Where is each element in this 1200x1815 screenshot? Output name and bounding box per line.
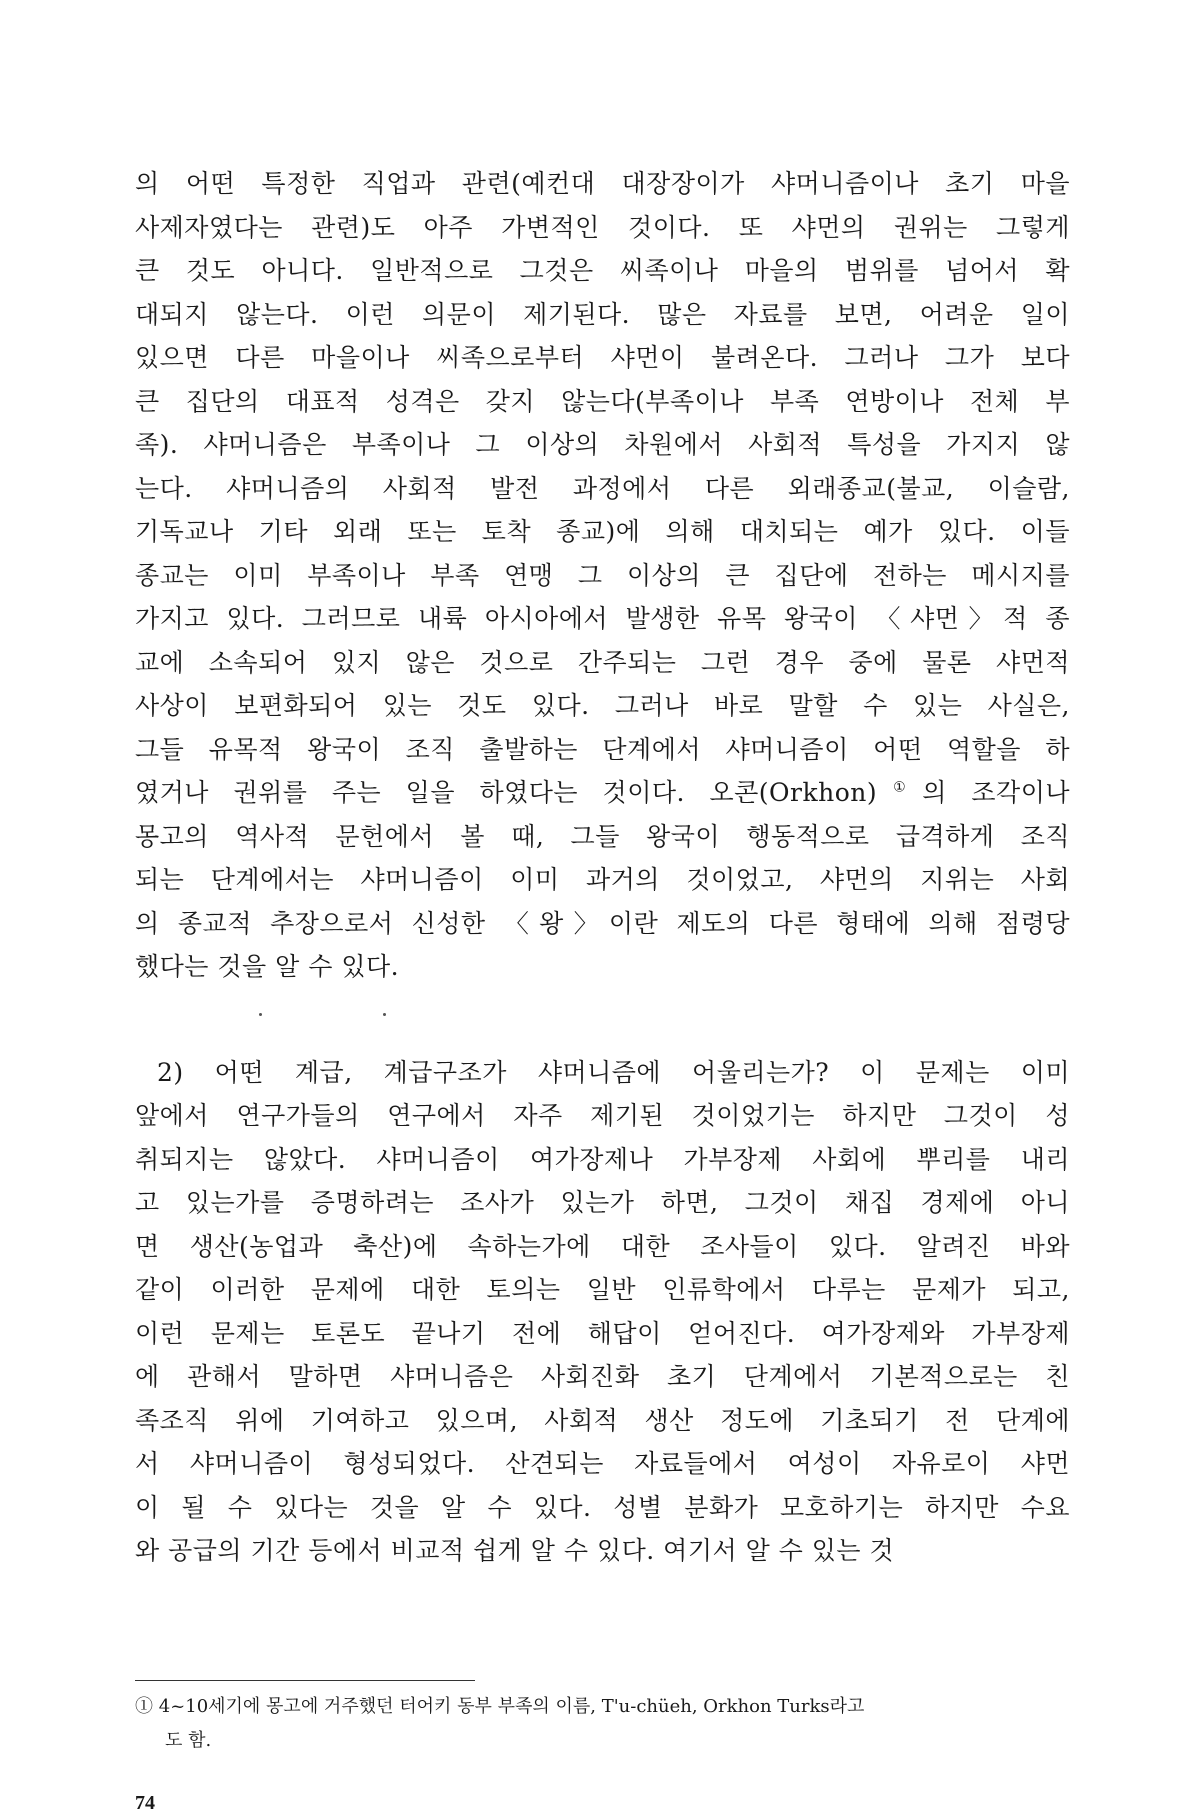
- text-line: 와 공급의 기간 등에서 비교적 쉽게 알 수 있다. 여기서 알 수 있는 것: [135, 1536, 895, 1565]
- text-line: 기독교나 기타 외래 또는 토착 종교)에 의해 대치되는 예가 있다. 이들: [135, 517, 1070, 546]
- footnote-marker: ①: [877, 779, 923, 796]
- paragraph-2: [135, 1051, 1070, 1573]
- text-line: 취되지는 않았다. 샤머니즘이 여가장제나 가부장제 사회에 뿌리를 내리: [135, 1144, 1070, 1174]
- text-line: 고 있는가를 증명하려는 조사가 있는가 하면, 그것이 채집 경제에 아니: [135, 1188, 1070, 1217]
- section-separator: [135, 989, 1070, 1051]
- text-line: 종교는 이미 부족이나 부족 연맹 그 이상의 큰 집단에 전하는 메시지를: [135, 560, 1070, 590]
- text-line: 몽고의 역사적 문헌에서 볼 때, 그들 왕국이 행동적으로 급격하게 조직: [135, 821, 1070, 851]
- text-line: 족). 샤머니즘은 부족이나 그 이상의 차원에서 사회적 특성을 가지지 않: [135, 430, 1070, 459]
- text-line: 족조직 위에 기여하고 있으며, 사회적 생산 정도에 기초되기 전 단계에: [135, 1405, 1070, 1435]
- text-line: 앞에서 연구가들의 연구에서 자주 제기된 것이었기는 하지만 그것이 성: [135, 1101, 1070, 1130]
- text-line: 가지고 있다. 그러므로 내륙 아시아에서 발생한 유목 왕국이 〈샤먼〉적 종: [135, 604, 1070, 633]
- text-line: 사제자였다는 관련)도 아주 가변적인 것이다. 또 샤먼의 권위는 그렇게: [135, 212, 1070, 242]
- book-page: [135, 162, 1070, 1814]
- text-line: 사상이 보편화되어 있는 것도 있다. 그러나 바로 말할 수 있는 사실은,: [135, 691, 1070, 720]
- text-line-main: 였거나 권위를 주는 일을 하였다는 것이다. 오콘(Orkhon): [135, 778, 878, 807]
- text-line: 의 종교적 추장으로서 신성한 〈왕〉이란 제도의 다른 형태에 의해 점령당: [135, 908, 1070, 938]
- text-line: 그들 유목적 왕국이 조직 출발하는 단계에서 샤머니즘이 어떤 역할을 하: [135, 734, 1070, 764]
- text-line: 에 관해서 말하면 샤머니즘은 사회진화 초기 단계에서 기본적으로는 친: [135, 1362, 1070, 1391]
- text-line: [135, 771, 1070, 815]
- text-line: 큰 것도 아니다. 일반적으로 그것은 씨족이나 마을의 범위를 넘어서 확: [135, 256, 1070, 285]
- footnote: [135, 1690, 1070, 1758]
- page-number: 74: [135, 1792, 155, 1814]
- text-line: 는다. 샤머니즘의 사회적 발전 과정에서 다른 외래종교(불교, 이슬람,: [135, 473, 1070, 503]
- footnote-rule: [135, 1680, 475, 1681]
- text-line: 면 생산(농업과 축산)에 속하는가에 대한 조사들이 있다. 알려진 바와: [135, 1231, 1070, 1261]
- text-line: 되는 단계에서는 샤머니즘이 이미 과거의 것이었고, 샤먼의 지위는 사회: [135, 865, 1070, 894]
- text-line-tail: 의 조각이나: [922, 778, 1070, 807]
- text-line: 대되지 않는다. 이런 의문이 제기된다. 많은 자료를 보면, 어려운 일이: [135, 299, 1070, 329]
- footnote-line: 도 함.: [165, 1730, 212, 1751]
- footnote-line: ① 4~10세기에 몽고에 거주했던 터어키 동부 부족의 이름, T'u-chüeh, Orkhon Turks라고: [135, 1696, 865, 1717]
- text-line: 서 샤머니즘이 형성되었다. 산견되는 자료들에서 여성이 자유로이 샤먼: [135, 1449, 1070, 1478]
- text-line: 이 될 수 있다는 것을 알 수 있다. 성별 분화가 모호하기는 하지만 수요: [135, 1492, 1070, 1522]
- text-line: 있으면 다른 마을이나 씨족으로부터 샤먼이 불려온다. 그러나 그가 보다: [135, 343, 1070, 372]
- text-line: 했다는 것을 알 수 있다.: [135, 952, 400, 981]
- text-line: 의 어떤 특정한 직업과 관련(예컨대 대장장이가 샤머니즘이나 초기 마을: [135, 169, 1070, 198]
- text-line: 2) 어떤 계급, 계급구조가 샤머니즘에 어울리는가? 이 문제는 이미: [157, 1057, 1070, 1087]
- text-line: 큰 집단의 대표적 성격은 갖지 않는다(부족이나 부족 연방이나 전체 부: [135, 386, 1070, 416]
- text-line: 이런 문제는 토론도 끝나기 전에 해답이 얻어진다. 여가장제와 가부장제: [135, 1318, 1070, 1348]
- paragraph-1: [135, 162, 1070, 989]
- text-line: 교에 소속되어 있지 않은 것으로 간주되는 그런 경우 중에 물론 샤먼적: [135, 647, 1070, 677]
- text-line: 같이 이러한 문제에 대한 토의는 일반 인류학에서 다루는 문제가 되고,: [135, 1275, 1070, 1304]
